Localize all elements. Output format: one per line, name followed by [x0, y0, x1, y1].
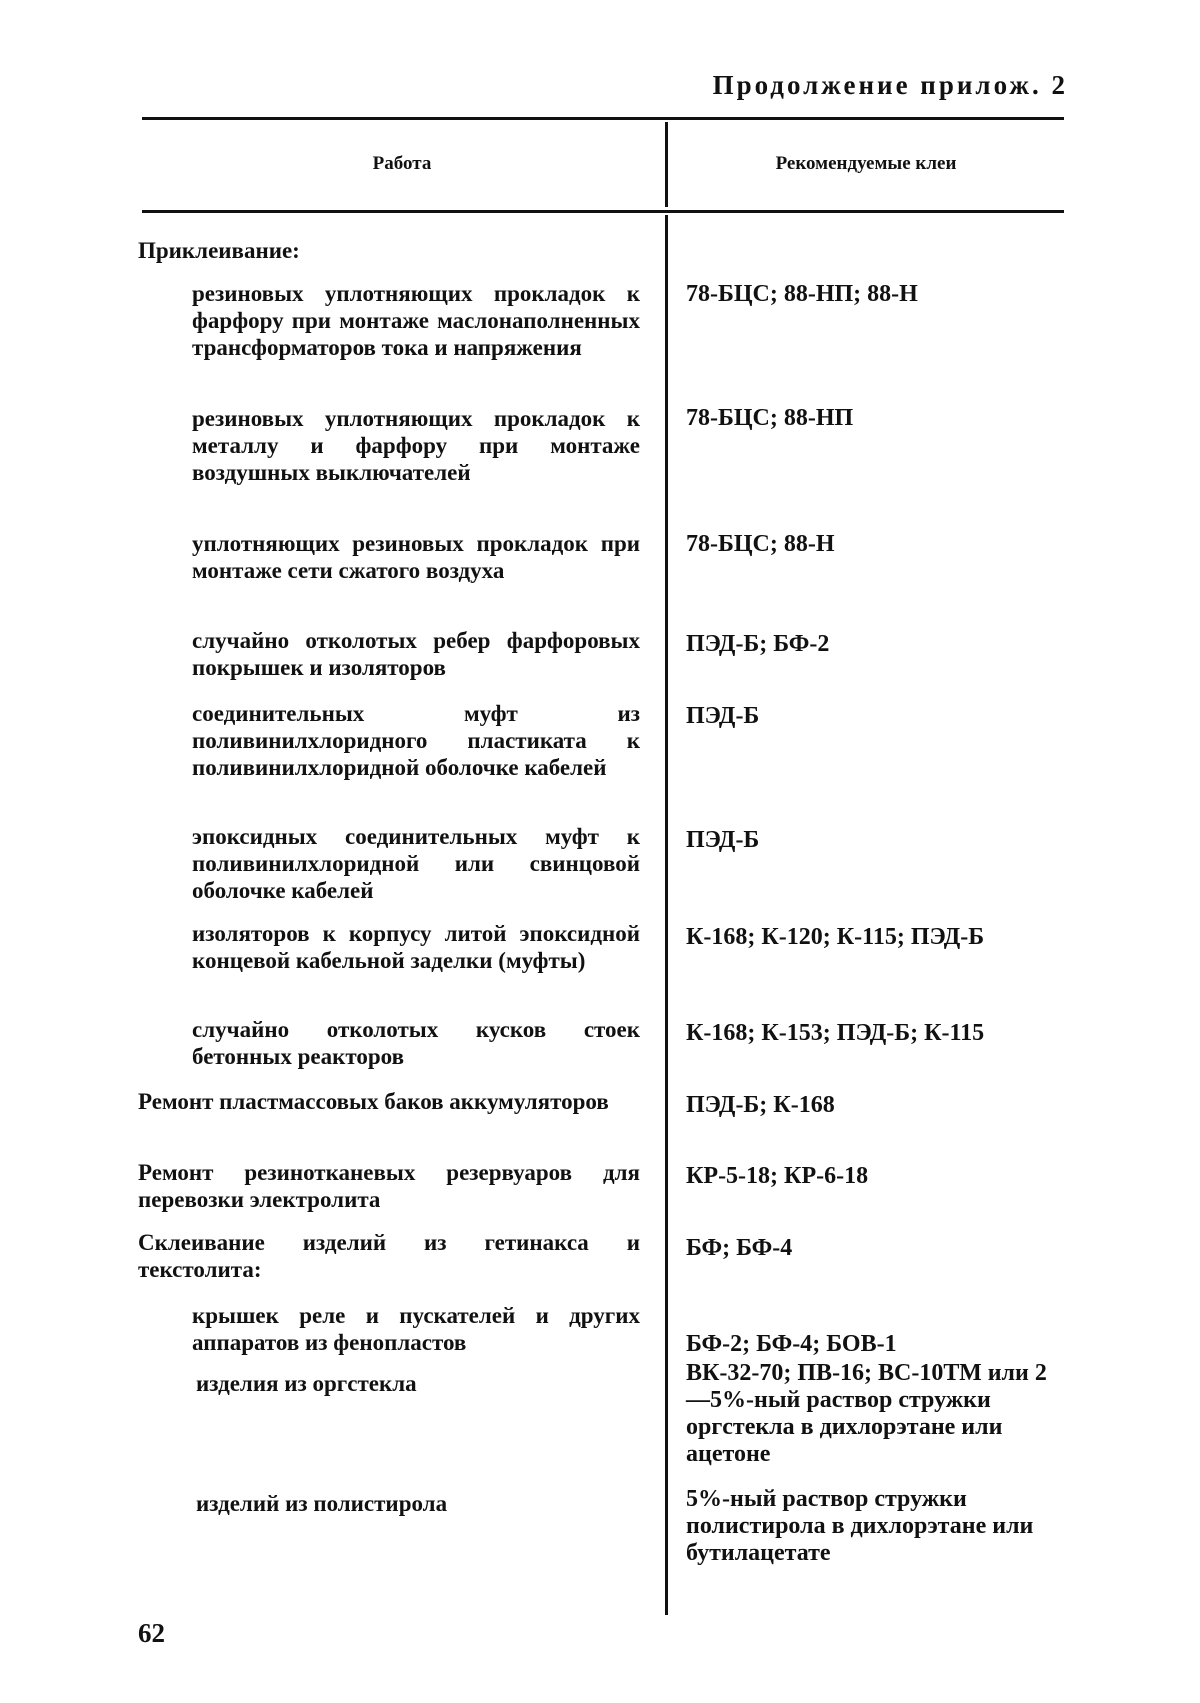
column-header-work: Работа [372, 153, 432, 174]
table-row-glue: 78-БЦС; 88-Н [686, 531, 835, 557]
table-row-work: Приклеивание: [138, 238, 300, 263]
table-row-glue: К-168; К-120; К-115; ПЭД-Б [686, 924, 985, 950]
table-row-glue: ПЭД-Б [686, 703, 760, 729]
table-row-glue: К-168; К-153; ПЭД-Б; К-115 [686, 1020, 985, 1046]
table-row-glue: БФ; БФ-4 [686, 1235, 793, 1261]
table-row-work: Склеивание изделий из гетинакса и текстолита: [138, 1230, 640, 1282]
table-row-work: крышек реле и пускателей и других аппаратов из фенопластов [192, 1303, 640, 1355]
table-row-glue: 5%-ный раствор стружки полистирола в дихлорэтане или бутилацетате [686, 1486, 1034, 1566]
table-row-work: случайно отколотых ребер фарфоровых покрышек и изоляторов [192, 628, 640, 680]
continuation-header: Продолжение прилож. 2 [712, 70, 1068, 100]
table-row-glue: КР-5-18; КР-6-18 [686, 1163, 869, 1189]
table-row-work: изоляторов к корпусу литой эпоксидной концевой кабельной заделки (муфты) [192, 921, 640, 973]
page-number: 62 [138, 1618, 165, 1648]
table-row-glue: 78-БЦС; 88-НП; 88-Н [686, 281, 918, 307]
table-header-rule [142, 210, 1064, 213]
table-row-work: случайно отколотых кусков стоек бетонных реакторов [192, 1017, 640, 1069]
table-row-glue: ПЭД-Б; БФ-2 [686, 631, 830, 657]
table-row-work: Ремонт пластмассовых баков аккумуляторов [138, 1089, 609, 1114]
table-top-rule [142, 117, 1064, 120]
table-row-work: изделия из оргстекла [196, 1371, 417, 1396]
table-row-glue: ВК-32-70; ПВ-16; ВС-10ТМ или 2—5%-ный раствор стружки оргстекла в дихлорэтане или ацетоне [686, 1360, 1047, 1467]
column-header-glue: Рекомендуемые клеи [775, 153, 957, 174]
table-row-glue: БФ-2; БФ-4; БОВ-1 [686, 1331, 897, 1357]
table-row-glue: 78-БЦС; 88-НП [686, 405, 854, 431]
table-row-work: изделий из полистирола [196, 1491, 448, 1516]
table-row-work: резиновых уплотняющих прокладок к фарфору при монтаже маслонаполненных трансформаторов тока и напряжения [192, 281, 640, 360]
body-column-divider [665, 215, 668, 1615]
table-row-glue: ПЭД-Б; К-168 [686, 1092, 835, 1118]
table-row-work: резиновых уплотняющих прокладок к металлу и фарфору при монтаже воздушных выключателей [192, 406, 640, 485]
table-row-glue: ПЭД-Б [686, 827, 760, 853]
table-row-work: соединительных муфт из поливинилхлоридного пластиката к поливинилхлоридной оболочке кабелей [192, 701, 640, 780]
table-row-work: уплотняющих резиновых прокладок при монтаже сети сжатого воздуха [192, 531, 640, 583]
table-row-work: Ремонт резинотканевых резервуаров для перевозки электролита [138, 1160, 640, 1212]
table-row-work: эпоксидных соединительных муфт к поливинилхлоридной или свинцовой оболочке кабелей [192, 824, 640, 903]
